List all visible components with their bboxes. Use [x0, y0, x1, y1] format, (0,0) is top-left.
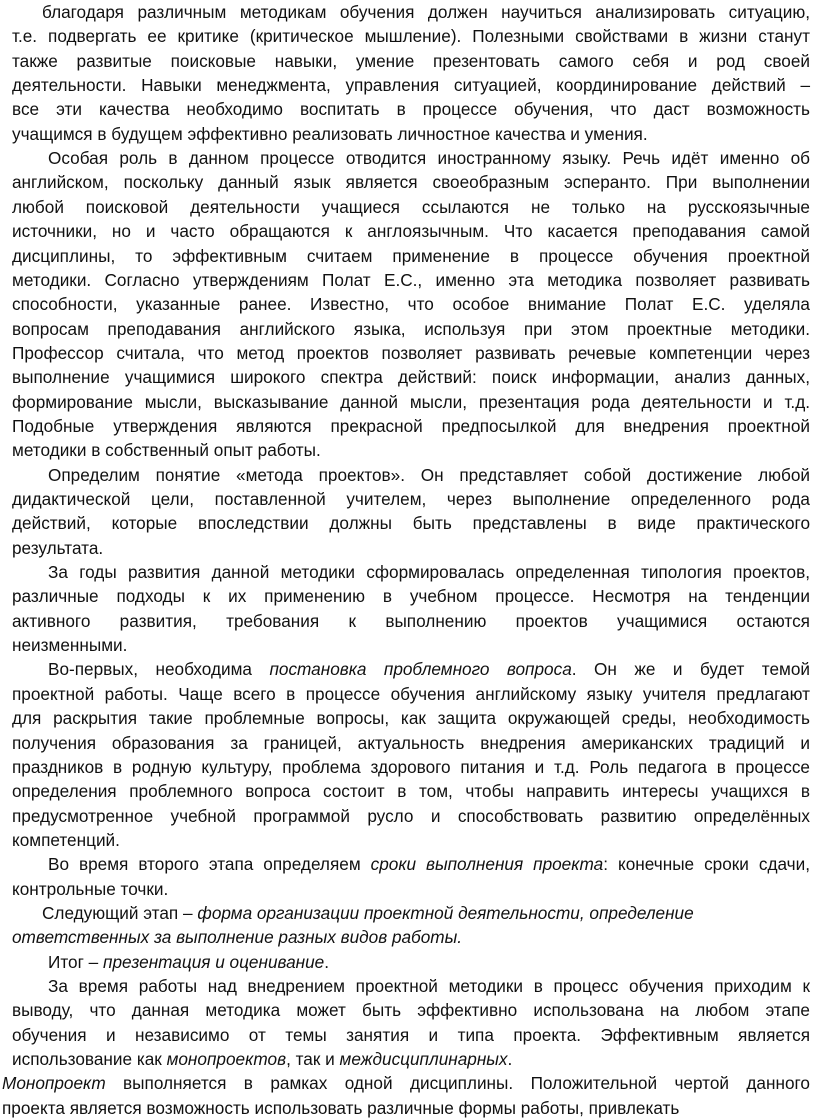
line-text: Во-первых, необходима постановка проблемного вопроса. Он же и будет темой — [48, 659, 810, 680]
text-line — [0, 170, 816, 194]
text-line — [0, 1047, 816, 1071]
text-line — [0, 195, 816, 219]
text-line — [0, 244, 816, 268]
line-text: результата. — [12, 537, 104, 558]
text-line — [0, 414, 816, 438]
line-text: выводу, что данная методика может быть эффективно использована на любом этапе — [12, 1000, 810, 1021]
line-text: также развитые поисковые навыки, умение презентовать самого себя и род своей — [12, 50, 810, 71]
line-text: методики. Согласно утверждениям Полат Е.С., именно эта методика позволяет развивать — [12, 269, 810, 290]
text-line — [0, 657, 816, 681]
line-text: предусмотренное учебной программой русло и способствовать развитию определённых — [12, 805, 810, 826]
text-line — [0, 852, 816, 876]
line-text: Во время второго этапа определяем сроки выполнения проекта: конечные сроки сдачи, — [48, 854, 810, 875]
text-line — [0, 609, 816, 633]
line-text: т.е. подвергать ее критике (критическое мышление). Полезными свойствами в жизни станут — [12, 26, 810, 47]
line-text: Особая роль в данном процессе отводится иностранному языку. Речь идёт именно об — [48, 148, 810, 169]
line-text: для раскрытия такие проблемные вопросы, как защита окружающей среды, необходимость — [12, 708, 810, 729]
text-line — [0, 950, 816, 974]
text-line — [0, 779, 816, 803]
line-text: методики в собственный опыт работы. — [12, 440, 321, 461]
line-text: Монопроект выполняется в рамках одной дисциплины. Положительной чертой данного — [2, 1073, 810, 1094]
text-line — [0, 268, 816, 292]
line-text: деятельности. Навыки менеджмента, управления ситуацией, координирование действий – — [12, 75, 810, 96]
line-text: получения образования за границей, актуальность внедрения американских традиций и — [12, 732, 810, 753]
line-text: действий, которые впоследствии должны быть представлены в виде практического — [12, 513, 810, 534]
line-text: определения проблемного вопроса состоит в том, чтобы направить интересы учащихся в — [12, 781, 810, 802]
text-line — [0, 731, 816, 755]
line-text: За годы развития данной методики сформировалась определенная типология проектов, — [48, 562, 810, 583]
text-line — [0, 560, 816, 584]
text-line — [0, 828, 816, 852]
line-text: неизменными. — [12, 635, 128, 656]
text-line — [0, 0, 816, 24]
line-text: проекта является возможность использовать различные формы работы, привлекать — [2, 1097, 680, 1118]
text-line — [0, 682, 816, 706]
line-text: выполнение учащимися широкого спектра действий: поиск информации, анализ данных, — [12, 367, 810, 388]
line-text: учащимся в будущем эффективно реализовать личностное качества и умения. — [12, 123, 648, 144]
text-line — [0, 511, 816, 535]
line-text: все эти качества необходимо воспитать в процессе обучения, что даст возможность — [12, 99, 810, 120]
line-text: Итог – презентация и оценивание. — [48, 951, 330, 972]
line-text: Профессор считала, что метод проектов позволяет развивать речевые компетенции через — [12, 342, 810, 363]
line-text: использование как монопроектов, так и междисциплинарных. — [12, 1049, 513, 1070]
line-text: дисциплины, то эффективным считаем применение в процессе обучения проектной — [12, 245, 810, 266]
text-line — [0, 1096, 816, 1120]
text-line — [0, 292, 816, 316]
text-line — [0, 998, 816, 1022]
line-text: компетенций. — [12, 829, 120, 850]
line-text: способности, указанные ранее. Известно, что особое внимание Полат Е.С. уделяла — [12, 294, 810, 315]
line-text: ответственных за выполнение разных видов работы. — [12, 927, 463, 948]
text-line — [0, 974, 816, 998]
line-text: формирование мысли, высказывание данной мысли, презентация рода деятельности и т.д. — [12, 391, 810, 412]
line-text: любой поисковой деятельности учащиеся ссылаются не только на русскоязычные — [12, 196, 810, 217]
line-text: Следующий этап – форма организации проектной деятельности, определение — [42, 902, 694, 923]
line-text: активного развития, требования к выполнению проектов учащимися остаются — [12, 610, 810, 631]
line-text: дидактической цели, поставленной учителем, через выполнение определенного рода — [12, 489, 810, 509]
text-line — [0, 49, 816, 73]
text-line — [0, 317, 816, 341]
text-line — [0, 633, 816, 657]
text-line — [0, 365, 816, 389]
line-text: различные подходы к их применению в учебном процессе. Несмотря на тенденции — [12, 586, 810, 607]
text-line — [0, 804, 816, 828]
text-line — [0, 584, 816, 608]
text-line — [0, 146, 816, 170]
text-line — [0, 24, 816, 48]
text-line — [0, 877, 816, 901]
line-text: проектной работы. Чаще всего в процессе обучения английскому языку учителя предлагают — [12, 683, 810, 704]
text-line — [0, 487, 816, 511]
text-line — [0, 706, 816, 730]
line-text: За время работы над внедрением проектной методики в процесс обучения приходим к — [48, 976, 810, 996]
text-line — [0, 219, 816, 243]
text-line — [0, 901, 816, 925]
line-text: Подобные утверждения являются прекрасной предпосылкой для внедрения проектной — [12, 415, 810, 436]
line-text: источники, но и часто обращаются к англоязычным. Что касается преподавания самой — [12, 221, 810, 242]
text-line — [0, 73, 816, 97]
line-text: благодаря различным методикам обучения должен научиться анализировать ситуацию, — [42, 2, 810, 22]
text-line — [0, 341, 816, 365]
text-line — [0, 390, 816, 414]
line-text: обучения и независимо от темы занятия и типа проекта. Эффективным является — [12, 1024, 810, 1045]
text-line — [0, 536, 816, 560]
text-line — [0, 438, 816, 462]
line-text: праздников в родную культуру, проблема здорового питания и т.д. Роль педагога в процессе — [12, 756, 810, 777]
line-text: Определим понятие «метода проектов». Он представляет собой достижение любой — [48, 464, 810, 485]
text-line — [0, 925, 816, 949]
text-line — [0, 1071, 816, 1095]
text-line — [0, 122, 816, 146]
line-text: английском, поскольку данный язык является своеобразным эсперанто. При выполнении — [12, 172, 810, 193]
text-line — [0, 755, 816, 779]
line-text: вопросам преподавания английского языка, используя при этом проектные методики. — [12, 318, 810, 339]
line-text: контрольные точки. — [12, 878, 169, 899]
text-line — [0, 1023, 816, 1047]
text-line — [0, 97, 816, 121]
text-line — [0, 463, 816, 487]
